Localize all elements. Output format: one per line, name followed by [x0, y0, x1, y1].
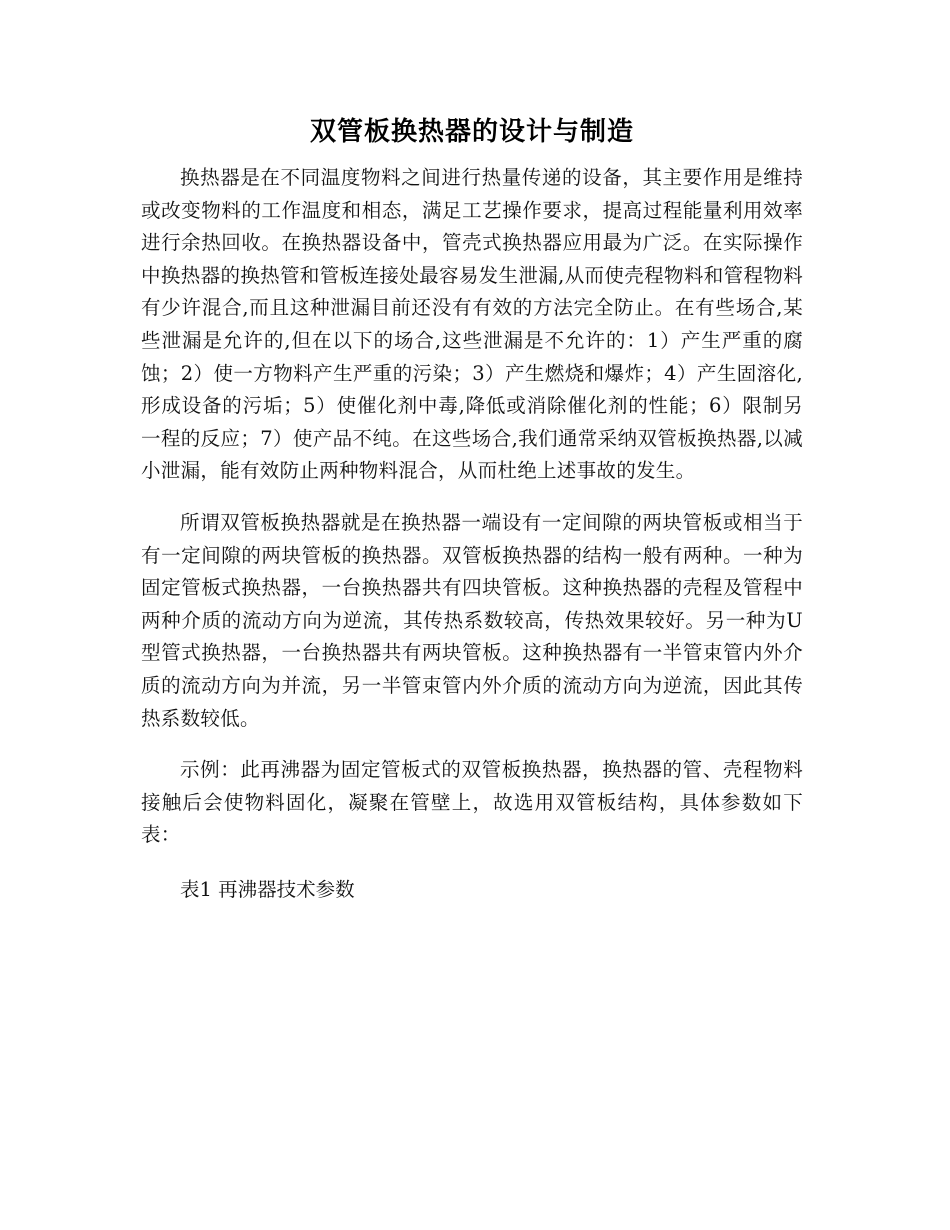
paragraph-definition: 所谓双管板换热器就是在换热器一端设有一定间隙的两块管板或相当于有一定间隙的两块管板的换热器。双管板换热器的结构一般有两种。一种为固定管板式换热器，一台换热器共有四块管板。这种换热器的壳程及管程中两种介质的流动方向为逆流，其传热系数较高，传热效果较好。另一种为U型管式换热器，一台换热器共有两块管板。这种换热器有一半管束管内外介质的流动方向为并流，另一半管束管内外介质的流动方向为逆流，因此其传热系数较低。: [141, 510, 803, 730]
document-title: 双管板换热器的设计与制造: [309, 117, 634, 147]
table-caption: 表1 再沸器技术参数: [180, 877, 355, 901]
paragraph-intro: 换热器是在不同温度物料之间进行热量传递的设备，其主要作用是维持或改变物料的工作温度和相态，满足工艺操作要求，提高过程能量利用效率进行余热回收。在换热器设备中，管壳式换热器应用最为广泛。在实际操作中换热器的换热管和管板连接处最容易发生泄漏,从而使壳程物料和管程物料有少许混合,而且这种泄漏目前还没有有效的方法完全防止。在有些场合,某些泄漏是允许的,但在以下的场合,这些泄漏是不允许的：1）产生严重的腐蚀；2）使一方物料产生严重的污染；3）产生燃烧和爆炸；4）产生固溶化,形成设备的污垢；5）使催化剂中毒,降低或消除催化剂的性能；6）限制另一程的反应；7）使产品不纯。在这些场合,我们通常采纳双管板换热器,以减小泄漏，能有效防止两种物料混合，从而杜绝上述事故的发生。: [141, 166, 803, 483]
paragraph-example: 示例：此再沸器为固定管板式的双管板换热器，换热器的管、壳程物料接触后会使物料固化，凝聚在管壁上，故选用双管板结构，具体参数如下表：: [141, 758, 803, 847]
document-body: [141, 108, 803, 906]
